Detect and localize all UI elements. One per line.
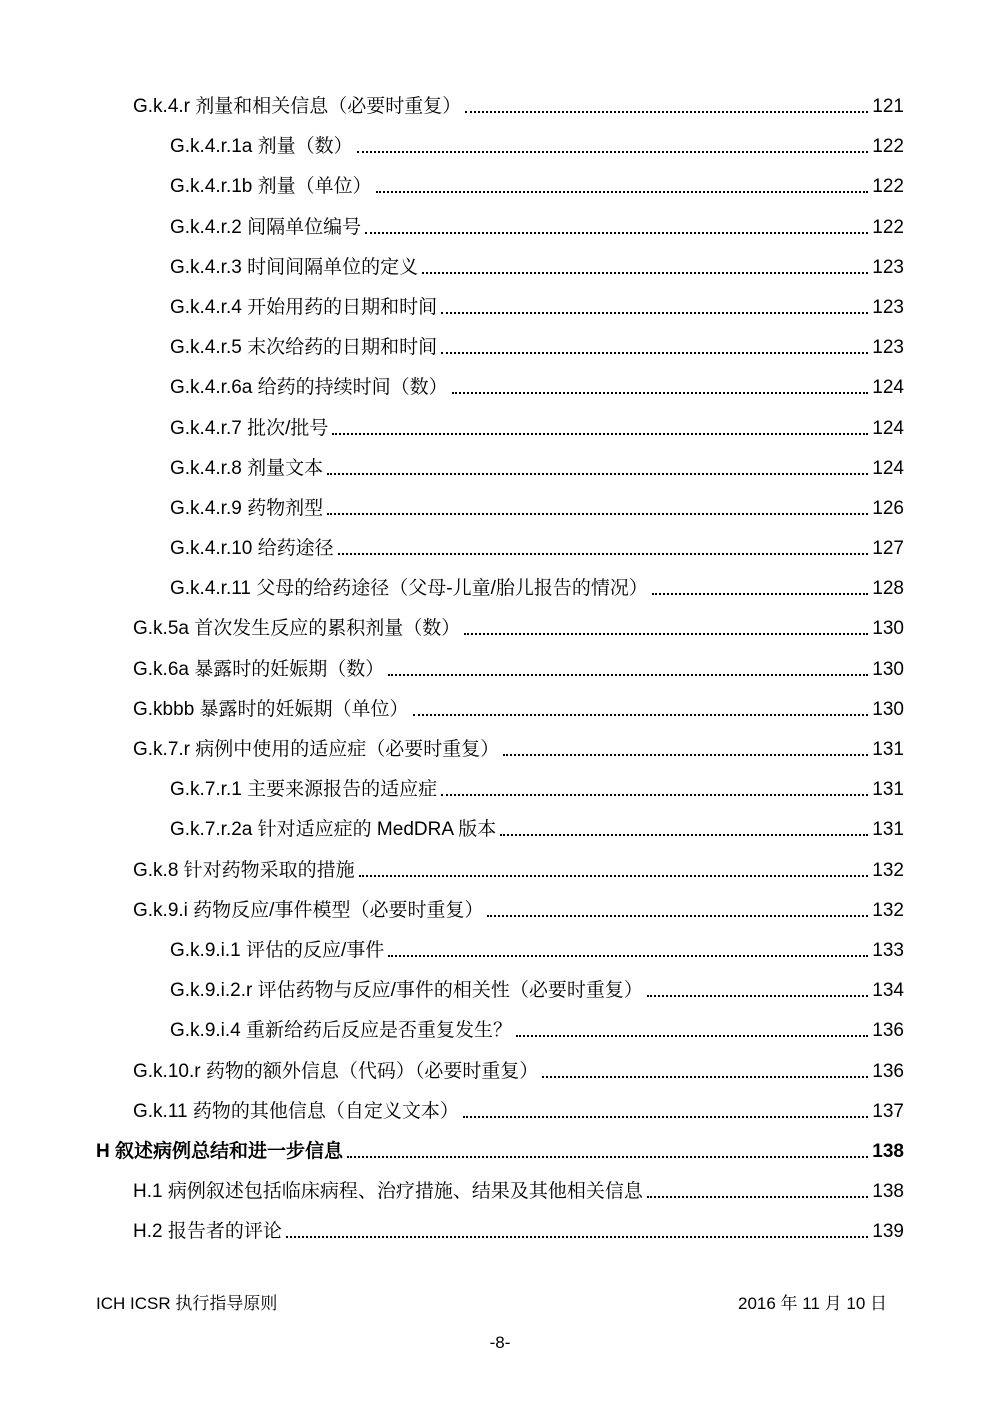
toc-entry-link[interactable] <box>133 899 904 923</box>
dot-leader <box>441 794 868 796</box>
toc-row <box>0 327 1000 367</box>
toc-entry-label: H 叙述病例总结和进一步信息 <box>96 1140 344 1162</box>
toc-entry-label: G.k.4.r.3 时间间隔单位的定义 <box>170 256 419 278</box>
toc-row <box>0 528 1000 568</box>
toc-entry-page: 126 <box>872 497 904 519</box>
dot-leader <box>338 553 869 555</box>
toc-entry-link[interactable] <box>170 417 904 441</box>
toc-row <box>0 247 1000 287</box>
toc-row <box>0 970 1000 1010</box>
dot-leader <box>388 674 868 676</box>
toc-entry-label: G.k.4.r.1b 剂量（单位） <box>170 176 372 198</box>
toc-entry-link[interactable] <box>170 1019 904 1043</box>
toc-entry-page: 121 <box>872 96 904 117</box>
toc-entry-label: G.k.4.r.6a 给药的持续时间（数） <box>170 377 448 399</box>
toc-entry-label: G.k.4.r.1a 剂量（数） <box>170 136 353 158</box>
toc-row <box>0 287 1000 327</box>
toc-entry-label: G.k.8 针对药物采取的措施 <box>133 859 355 881</box>
toc-entry-page: 130 <box>872 698 904 720</box>
toc-entry-link[interactable] <box>133 698 904 722</box>
toc-entry-page: 132 <box>872 859 904 881</box>
toc-entry-page: 131 <box>872 819 904 841</box>
toc-entry-label: G.k.7.r.2a 针对适应症的 MedDRA 版本 <box>170 819 497 841</box>
toc-entry-label: G.k.4.r.11 父母的给药途径（父母-儿童/胎儿报告的情况） <box>170 578 648 600</box>
toc-entry-label: G.k.4.r.2 间隔单位编号 <box>170 216 362 238</box>
toc-entry-page: 122 <box>872 216 904 238</box>
toc-entry-link[interactable] <box>133 1100 904 1124</box>
toc-entry-link[interactable] <box>133 95 904 119</box>
toc-entry-page: 131 <box>872 739 904 760</box>
toc-row <box>0 809 1000 849</box>
toc-entry-page: 124 <box>872 457 904 479</box>
toc-row <box>0 86 1000 126</box>
toc-row <box>0 126 1000 166</box>
dot-leader <box>327 473 868 475</box>
dot-leader <box>332 433 868 435</box>
toc-entry-page: 124 <box>872 377 904 399</box>
page-footer <box>96 1289 887 1315</box>
toc-entry-page: 136 <box>872 1060 904 1082</box>
toc-entry-link[interactable] <box>133 738 904 762</box>
toc-row <box>0 689 1000 729</box>
toc-entry-page: 123 <box>872 296 904 318</box>
toc-row <box>0 408 1000 448</box>
toc-row <box>0 769 1000 809</box>
toc-entry-link[interactable] <box>170 979 904 1003</box>
toc-entry-page: 132 <box>872 899 904 921</box>
toc-row <box>0 1091 1000 1131</box>
toc-entry-page: 123 <box>872 337 904 359</box>
toc-entry-label: G.k.11 药物的其他信息（自定义文本） <box>133 1100 459 1122</box>
dot-leader <box>357 151 869 153</box>
toc-entry-label: H.1 病例叙述包括临床病程、治疗措施、结果及其他相关信息 <box>133 1181 643 1203</box>
toc-entry-link[interactable] <box>96 1140 904 1164</box>
toc-entry-link[interactable] <box>170 577 904 601</box>
toc-entry-page: 130 <box>872 658 904 680</box>
toc-entry-link[interactable] <box>170 336 904 360</box>
toc-entry-link[interactable] <box>170 256 904 280</box>
toc-entry-label: G.k.7.r 病例中使用的适应症（必要时重复） <box>133 739 500 760</box>
toc-entry-link[interactable] <box>170 376 904 400</box>
toc-entry-link[interactable] <box>133 859 904 883</box>
toc-entry-label: G.k.6a 暴露时的妊娠期（数） <box>133 658 385 680</box>
toc-entry-link[interactable] <box>133 1180 904 1204</box>
toc-row <box>0 568 1000 608</box>
toc-entry-link[interactable] <box>133 1220 904 1244</box>
toc-row <box>0 367 1000 407</box>
toc-entry-label: G.k.4.r.10 给药途径 <box>170 538 334 560</box>
footer-date: 2016 年 11 月 10 日 <box>738 1294 887 1313</box>
toc-entry-label: G.k.9.i.2.r 评估药物与反应/事件的相关性（必要时重复） <box>170 980 643 1002</box>
dot-leader <box>487 915 868 917</box>
dot-leader <box>441 312 868 314</box>
toc-entry-label: G.k.4.r 剂量和相关信息（必要时重复） <box>133 96 462 117</box>
toc-row <box>0 448 1000 488</box>
dot-leader <box>465 111 868 113</box>
toc-row <box>0 1051 1000 1091</box>
toc-entry-label: G.k.9.i.1 评估的反应/事件 <box>170 939 385 961</box>
toc-entry-link[interactable] <box>133 1060 904 1084</box>
toc-entry-link[interactable] <box>170 216 904 240</box>
toc-entry-label: G.k.4.r.9 药物剂型 <box>170 497 324 519</box>
toc-entry-page: 138 <box>872 1181 904 1203</box>
toc-entry-page: 139 <box>872 1221 904 1243</box>
toc-entry-page: 128 <box>872 578 904 600</box>
toc-entry-page: 124 <box>872 417 904 439</box>
toc-row <box>0 649 1000 689</box>
toc-entry-page: 133 <box>872 939 904 961</box>
toc-entry-link[interactable] <box>170 175 904 199</box>
dot-leader <box>359 875 869 877</box>
toc-entry-label: G.k.9.i 药物反应/事件模型（必要时重复） <box>133 899 484 921</box>
toc-entry-link[interactable] <box>170 778 904 802</box>
toc-entry-page: 136 <box>872 1020 904 1042</box>
toc-row <box>0 608 1000 648</box>
toc-entry-page: 122 <box>872 176 904 198</box>
dot-leader <box>516 1035 868 1037</box>
toc-row <box>0 930 1000 970</box>
toc-entry-label: G.k.5a 首次发生反应的累积剂量（数） <box>133 618 461 640</box>
dot-leader <box>422 272 868 274</box>
toc-entry-link[interactable] <box>170 135 904 159</box>
dot-leader <box>441 352 868 354</box>
table-of-contents <box>0 86 1000 1251</box>
page-number: -8- <box>489 1333 511 1352</box>
toc-entry-page: 130 <box>872 618 904 640</box>
dot-leader <box>376 191 869 193</box>
toc-row <box>0 166 1000 206</box>
dot-leader <box>463 1116 868 1118</box>
dot-leader <box>647 995 868 997</box>
footer-document-title: ICH ICSR 执行指导原则 <box>96 1294 278 1313</box>
toc-entry-label: G.k.9.i.4 重新给药后反应是否重复发生？ <box>170 1020 513 1042</box>
toc-entry-label: G.k.4.r.8 剂量文本 <box>170 457 324 479</box>
toc-entry-label: G.k.7.r.1 主要来源报告的适应症 <box>170 779 438 801</box>
toc-entry-link[interactable] <box>133 617 904 641</box>
toc-entry-label: G.k.10.r 药物的额外信息（代码）（必要时重复） <box>133 1060 539 1082</box>
dot-leader <box>542 1076 868 1078</box>
toc-entry-page: 127 <box>872 538 904 560</box>
toc-entry-label: G.k.4.r.5 末次给药的日期和时间 <box>170 337 438 359</box>
dot-leader <box>652 593 868 595</box>
toc-entry-page: 131 <box>872 779 904 801</box>
toc-entry-link[interactable] <box>170 457 904 481</box>
toc-entry-link[interactable] <box>170 497 904 521</box>
toc-entry-page: 138 <box>872 1140 904 1162</box>
dot-leader <box>413 714 869 716</box>
dot-leader <box>452 392 869 394</box>
toc-row <box>0 1131 1000 1171</box>
dot-leader <box>286 1236 868 1238</box>
toc-entry-page: 123 <box>872 256 904 278</box>
toc-entry-page: 134 <box>872 980 904 1002</box>
toc-row <box>0 488 1000 528</box>
toc-entry-link[interactable] <box>133 658 904 682</box>
toc-entry-link[interactable] <box>170 818 904 842</box>
dot-leader <box>347 1156 868 1158</box>
dot-leader <box>365 232 868 234</box>
toc-entry-page: 137 <box>872 1100 904 1122</box>
toc-row <box>0 1171 1000 1211</box>
dot-leader <box>388 955 868 957</box>
toc-row <box>0 890 1000 930</box>
toc-entry-link[interactable] <box>170 939 904 963</box>
toc-row <box>0 207 1000 247</box>
toc-entry-label: H.2 报告者的评论 <box>133 1221 282 1243</box>
dot-leader <box>327 513 868 515</box>
toc-row <box>0 850 1000 890</box>
toc-entry-link[interactable] <box>170 537 904 561</box>
toc-entry-page: 122 <box>872 136 904 158</box>
toc-entry-label: G.k.4.r.7 批次/批号 <box>170 417 329 439</box>
dot-leader <box>464 633 868 635</box>
dot-leader <box>503 754 868 756</box>
dot-leader <box>500 834 868 836</box>
toc-row <box>0 1010 1000 1050</box>
toc-entry-link[interactable] <box>170 296 904 320</box>
toc-row <box>0 729 1000 769</box>
toc-row <box>0 1211 1000 1251</box>
dot-leader <box>647 1196 868 1198</box>
toc-entry-label: G.kbbb 暴露时的妊娠期（单位） <box>133 698 409 720</box>
toc-entry-label: G.k.4.r.4 开始用药的日期和时间 <box>170 296 438 318</box>
